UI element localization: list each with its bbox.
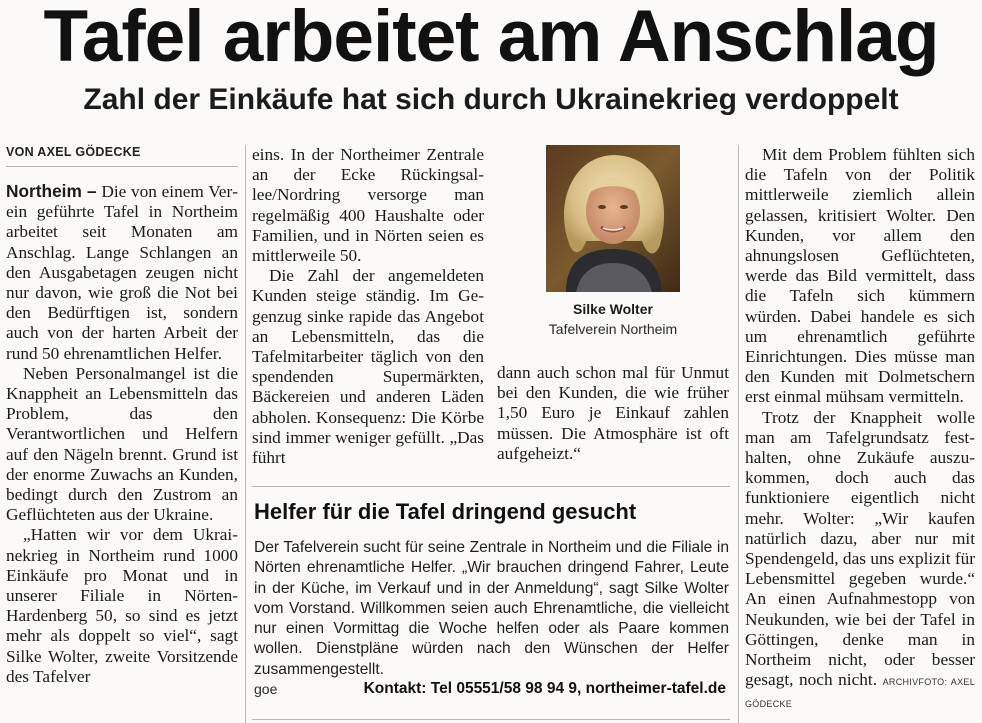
paragraph: Neben Personalmangel ist die Knappheit an Lebensmitteln das Problem, das den Verantwortlichen und Helfern auf den Nägeln brennt. Grund ist der enorme Zuwachs an Kunden, bedingt durch den Zustrom an Geflüchteten aus der Ukraine. xyxy=(6,363,238,525)
subheadline: Zahl der Einkäufe hat sich durch Ukrainekrieg verdoppelt xyxy=(83,83,899,116)
paragraph-text: Die von einem Verein geführte Tafel in Northeim arbeitet seit Monaten am Anschlag. Lange Schlangen an den Ausgabetagen zeugen nicht nur davon, wie groß die Not bei den Bedürftigen ist, sondern auch von der harten Arbeit der rund 50 ehrenamtlichen Helfer. xyxy=(6,182,239,363)
portrait-photo xyxy=(546,145,680,292)
paragraph: dann auch schon mal für Unmut bei den Kunden, die wie früher 1,50 Euro je Einkauf zahlen müssen. Die Atmosphäre ist oft aufgeheizt.“ xyxy=(497,363,729,463)
infobox-top-rule xyxy=(252,486,730,487)
paragraph xyxy=(745,408,975,715)
paragraph: eins. In der Northeimer Zentrale an der Ecke Rückingsallee/Nordring versorge man regelmäßig 400 Haushalte oder Familien, und in Nörten seien es mittlerweile 50. xyxy=(252,145,484,266)
article-column-2 xyxy=(252,145,484,468)
infobox-bottom-rule xyxy=(252,719,730,720)
article-column-3 xyxy=(497,363,729,464)
dateline: Northeim – xyxy=(6,181,97,201)
paragraph: Mit dem Problem fühlten sich die Tafeln von der Politik mittlerweile ziemlich allein gelassen, kritisiert Wolter. Den Kunden, vor allem den ahnungslosen Geflüchteten, werde das Bild vermittelt, dass die Tafeln sich kümmern würden. Dabei handele es sich um ehrenamtlich geführte Einrichtungen. Dies müsse man den Kunden mit Dolmetschern erst einmal mühsam vermitteln. xyxy=(745,145,975,407)
byline-rule xyxy=(6,166,238,167)
infobox-title: Helfer für die Tafel dringend gesucht xyxy=(254,499,637,524)
portrait-image xyxy=(546,145,680,292)
paragraph: „Hatten wir vor dem Ukrainekrieg in Northeim rund 1000 Einkäufe pro Monat und in unserer Filiale in Nörten-Hardenberg 50, so sind es jetzt mehr als doppelt so viel“, sagt Silke Wolter, zweite Vorsitzende des Tafelver xyxy=(6,525,238,686)
infobox-author: goe xyxy=(254,681,278,697)
column-rule xyxy=(245,145,246,723)
article-column-4 xyxy=(745,145,975,715)
photo-caption-role: Tafelverein Northeim xyxy=(548,321,678,337)
paragraph-text: Trotz der Knappheit wolle man am Tafelgrundsatz festhalten, ohne Zukäufe auszukommen, doch auch das funktioniere eigentlich nicht mehr. Wolter: „Wir kaufen natürlich dazu, aber nur mit Spendengeld, das uns explizit für Lebensmittel gegeben wurde.“ An einen Aufnahmestopp von Neukunden, wie bei der Tafel in Göttingen, denke man in Northeim nicht, oder besser gesagt, noch nicht. xyxy=(745,407,975,690)
article-column-1 xyxy=(6,181,238,687)
paragraph: Die Zahl der angemeldeten Kunden steige ständig. Im Gegenzug sinke rapide das Angebot an Lebensmitteln, das die Tafelmitarbeiter täglich von den spendenden Supermärkten, Bäckereien und anderen Läden abholen. Konsequenz: Die Körbe sind immer weniger gefüllt. „Das führt xyxy=(252,266,484,468)
photo-credit: ARCHIVFOTO: AXEL GÖDECKE xyxy=(745,677,975,710)
photo-caption-name: Silke Wolter xyxy=(573,301,653,317)
byline: VON AXEL GÖDECKE xyxy=(6,145,141,159)
infobox-body: Der Tafelverein sucht für seine Zentrale in Northeim und die Filiale in Nörten ehrenamtliche Helfer. „Wir brauchen dringend Fahrer, Leute in der Küche, im Verkauf und in der Anmeldung“, sagt Silke Wolter vom Vorstand. Willkommen seien auch Ehrenamtliche, die vielleicht nur einen Vormittag die Woche helfen oder als Paare kommen wollen. Dienstpläne würden nach den Wünschen der Helfer zusammengestellt. xyxy=(254,539,729,678)
paragraph xyxy=(6,181,238,364)
column-rule xyxy=(738,145,739,723)
infobox-contact: Kontakt: Tel 05551/58 98 94 9, northeimer-tafel.de xyxy=(363,680,726,697)
headline: Tafel arbeitet am Anschlag xyxy=(43,0,939,77)
